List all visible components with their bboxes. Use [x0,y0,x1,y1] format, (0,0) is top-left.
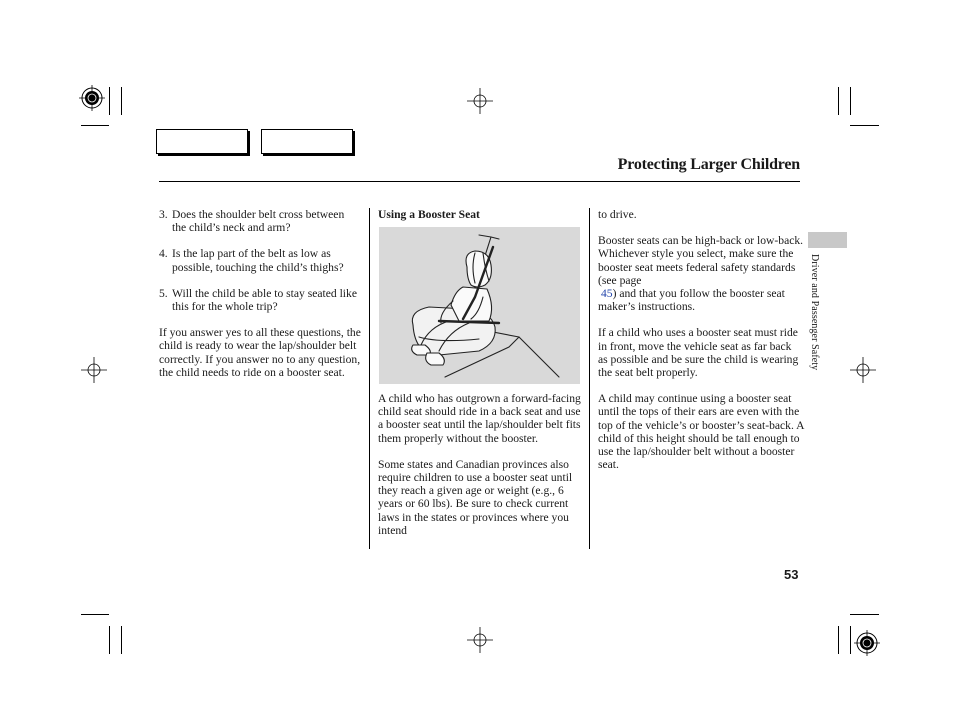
nav-tab-box-1[interactable] [156,129,248,154]
booster-duration-paragraph: A child may continue using a booster seat until the tops of their ears are even with the top of the vehicle’s or booster’s seat-back. A child of this height should be tall enough to use the lap/shoulder belt without a booster seat. [598,392,804,472]
section-heading: Using a Booster Seat [378,208,480,221]
booster-paragraph-1: A child who has outgrown a forward-facing child seat should ride in a back seat and use a booster seat until the lap/shoulder belt fits them properly without the booster. [378,392,581,445]
booster-seat-illustration [379,227,580,384]
crosshair-icon [467,627,493,653]
conclusion-paragraph: If you answer yes to all these questions, the child is ready to wear the lap/shoulder belt correctly. If you answer no to any question, the child needs to ride on a booster seat. [159,326,361,379]
right-column [598,208,804,484]
section-side-tab[interactable] [808,232,847,248]
page-number: 53 [784,567,799,582]
checklist-item: 3. Does the shoulder belt cross between the child’s neck and arm? [159,208,345,235]
header-rule [159,181,800,182]
page-reference-link[interactable]: 45 [601,287,613,301]
front-seat-paragraph: If a child who uses a booster seat must ride in front, move the vehicle seat as far back as possible and be sure the child is wearing the seat belt properly. [598,326,799,380]
continuation-paragraph: to drive. [598,208,637,221]
booster-paragraph-2: Some states and Canadian provinces also require children to use a booster seat until they reach a given age or weight (e.g., 6 years or 60 lbs). Be sure to check current laws in the states or provinces where you intend [378,457,573,537]
side-tab-label: Driver and Passenger Safety [809,254,820,371]
booster-style-paragraph: Booster seats can be high-back or low-back. Whichever style you select, make sure the booster seat meets federal safety standards (see page 45) and that you follow the booster seat maker’s instructions. [598,234,804,314]
checklist-item: 5. Will the child be able to stay seated like this for the whole trip? [159,286,357,314]
left-column [159,208,361,392]
page-title: Protecting Larger Children [617,156,800,173]
column-divider [369,208,370,549]
column-divider [589,208,590,549]
crosshair-icon [850,357,876,383]
crosshair-icon [81,357,107,383]
middle-column-text [378,392,582,550]
middle-column [378,208,582,224]
registration-target-icon [79,85,105,111]
crosshair-icon [467,88,493,114]
nav-tab-box-2[interactable] [261,129,353,154]
registration-target-icon [854,630,880,656]
checklist-item: 4. Is the lap part of the belt as low as possible, touching the child’s thighs? [159,247,344,274]
child-in-booster-seat-icon [379,227,580,384]
